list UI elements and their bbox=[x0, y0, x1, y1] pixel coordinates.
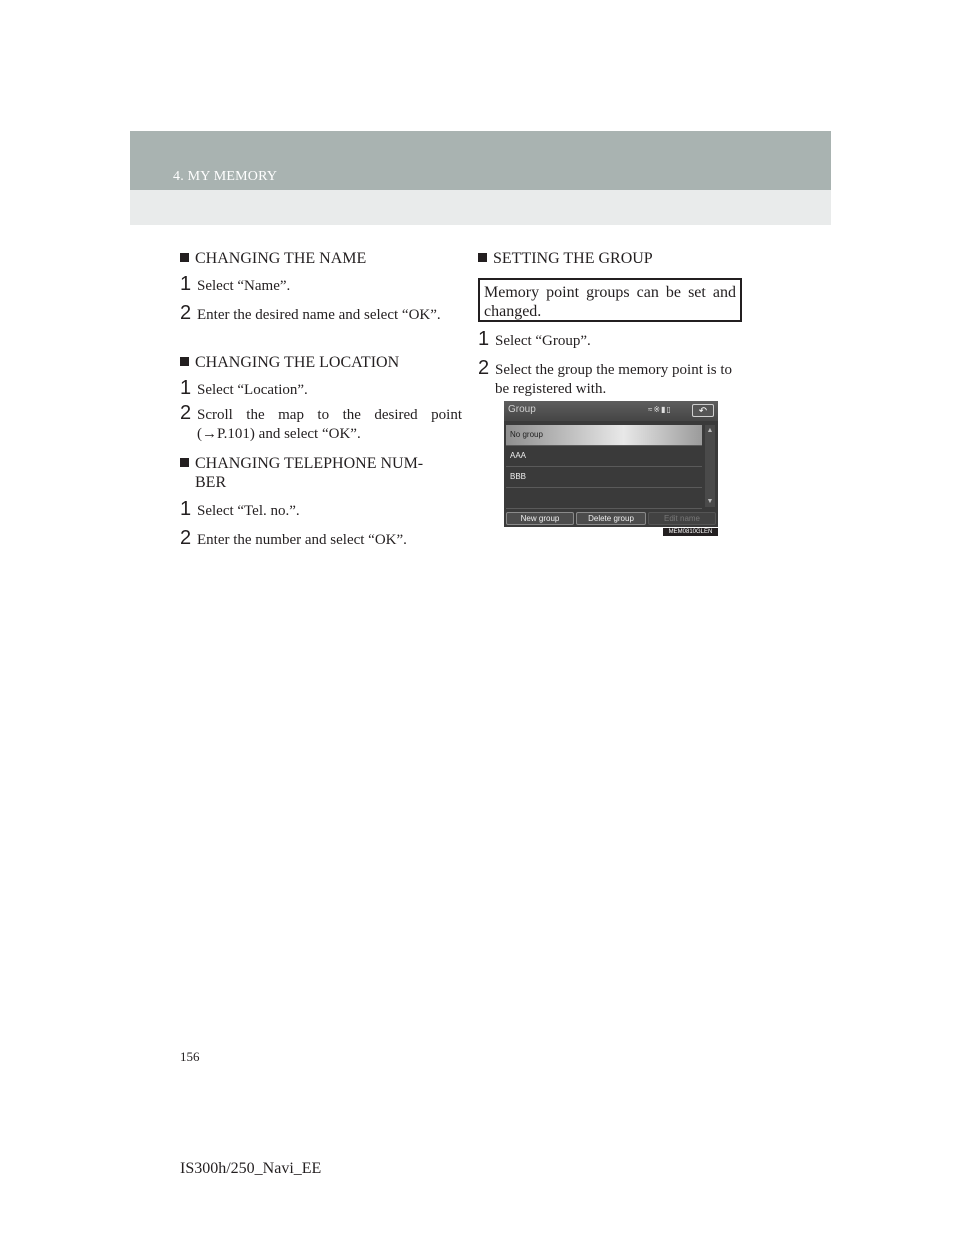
list-scrollbar[interactable] bbox=[705, 425, 715, 507]
section-heading-telephone: CHANGING TELEPHONE NUM- bbox=[180, 453, 423, 474]
header-sub-band bbox=[130, 190, 831, 225]
step-item: 2 Select the group the memory point is to be registered with. bbox=[478, 357, 733, 397]
step-item: 1 Select “Location”. bbox=[180, 377, 308, 399]
battery-icon: ▯ bbox=[666, 405, 672, 414]
step-item: 2 Enter the number and select “OK”. bbox=[180, 527, 407, 549]
back-button[interactable] bbox=[692, 404, 714, 417]
list-item[interactable]: AAA bbox=[506, 446, 702, 467]
bullet-square-icon bbox=[180, 253, 189, 262]
delete-group-button[interactable]: Delete group bbox=[576, 512, 646, 525]
step-item: 2 Scroll the map to the desired point (→P.101) and select “OK”. bbox=[180, 402, 462, 442]
group-screen-image bbox=[504, 401, 718, 527]
bullet-square-icon bbox=[180, 458, 189, 467]
signal-icon: ▮ bbox=[661, 405, 667, 414]
back-arrow-icon: ↶ bbox=[698, 406, 708, 417]
scroll-down-icon[interactable]: ▼ bbox=[706, 498, 714, 505]
info-box: Memory point groups can be set and changed. bbox=[478, 278, 742, 322]
section-heading-telephone-cont: BER bbox=[195, 474, 227, 491]
image-code-label: MEM0810GLEN bbox=[663, 528, 718, 536]
screen-title: Group bbox=[508, 404, 536, 415]
edit-name-button[interactable]: Edit name bbox=[648, 512, 716, 525]
bullet-square-icon bbox=[180, 357, 189, 366]
list-item[interactable]: No group bbox=[506, 425, 702, 446]
chapter-title: 4. MY MEMORY bbox=[173, 169, 278, 184]
list-item[interactable]: BBB bbox=[506, 467, 702, 488]
group-list bbox=[506, 425, 702, 509]
status-icons bbox=[648, 405, 672, 414]
new-group-button[interactable]: New group bbox=[506, 512, 574, 525]
bullet-square-icon bbox=[478, 253, 487, 262]
bluetooth-icon: ※ bbox=[653, 405, 662, 414]
step-item: 1 Select “Name”. bbox=[180, 273, 291, 295]
document-id: IS300h/250_Navi_EE bbox=[180, 1160, 322, 1177]
scroll-up-icon[interactable]: ▲ bbox=[706, 427, 714, 434]
section-heading-group: SETTING THE GROUP bbox=[478, 248, 653, 269]
step-item: 1 Select “Group”. bbox=[478, 328, 591, 350]
list-item[interactable] bbox=[506, 488, 702, 509]
step-item: 2 Enter the desired name and select “OK”. bbox=[180, 302, 441, 324]
section-heading-location: CHANGING THE LOCATION bbox=[180, 352, 399, 373]
screen-button-bar bbox=[506, 512, 716, 526]
section-heading-name: CHANGING THE NAME bbox=[180, 248, 366, 269]
wifi-icon: ≈ bbox=[648, 405, 654, 414]
screen-title-bar bbox=[504, 401, 718, 421]
page-number: 156 bbox=[180, 1049, 200, 1064]
step-item: 1 Select “Tel. no.”. bbox=[180, 498, 300, 520]
